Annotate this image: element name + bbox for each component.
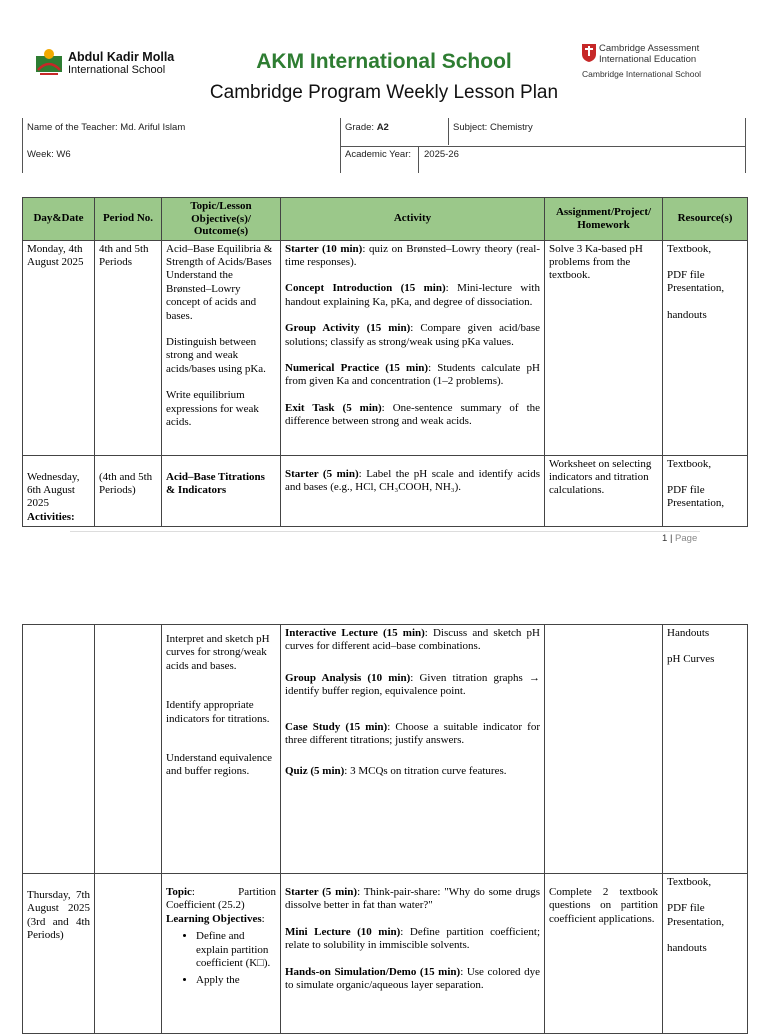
topic-title: Acid–Base Titrations & Indicators xyxy=(166,470,265,496)
objectives-heading: Learning Objectives: xyxy=(166,912,265,925)
activity-item: Concept Introduction (15 min): Mini-lecture with handout explaining Ka, pKa, and degree of dissociation. xyxy=(285,282,540,308)
column-header: Topic/Lesson Objective(s)/ Outcome(s) xyxy=(162,198,281,241)
activity-item: Exit Task (5 min): One-sentence summary of the difference between strong and weak acids. xyxy=(285,401,541,428)
resources-cell xyxy=(663,240,748,455)
info-border xyxy=(22,118,23,173)
cambridge-logo-line1: Cambridge Assessment xyxy=(599,43,700,54)
topic-text: Interpret and sketch pH curves for strong/weak acids and bases. xyxy=(166,633,270,672)
lesson-plan-table xyxy=(22,197,748,527)
period-cell: 4th and 5th Periods xyxy=(95,240,162,455)
teacher-field xyxy=(27,122,185,133)
resources-cell xyxy=(663,455,748,527)
page-separator: | xyxy=(669,533,673,544)
resource-item: Handouts xyxy=(667,627,710,639)
day-date-cell xyxy=(23,455,95,527)
topic-text: Understand equivalence and buffer regions. xyxy=(166,752,272,778)
resource-item: PDF file Presentation, xyxy=(667,483,725,510)
assignment-cell: Worksheet on selecting indicators and titration calculations. xyxy=(545,455,663,527)
resource-item: handouts xyxy=(667,942,707,955)
topic-cell xyxy=(162,874,281,1034)
week-value: W6 xyxy=(56,149,71,160)
table-row xyxy=(23,240,748,455)
table-row xyxy=(23,625,748,874)
list-item: • Apply the xyxy=(196,974,276,987)
teacher-value: Md. Ariful Islam xyxy=(120,122,186,133)
week-field xyxy=(27,149,71,160)
cambridge-logo-line2: International Education xyxy=(599,54,697,65)
day-date-cell xyxy=(23,625,95,874)
activity-item: Mini Lecture (10 min): Define partition coefficient; relate to solubility in immiscible solvents. xyxy=(285,925,540,952)
assignment-cell xyxy=(545,625,663,874)
period-cell xyxy=(95,874,162,1034)
day-date-cell xyxy=(23,874,95,1034)
activity-item: Starter (10 min): quiz on Brønsted–Lowry theory (real-time responses). xyxy=(285,242,540,268)
info-row-divider xyxy=(340,146,746,147)
topic-text: Write equilibrium expressions for weak acids. xyxy=(166,389,259,428)
column-header: Assignment/Project/ Homework xyxy=(545,198,663,241)
page-label: Page xyxy=(675,533,698,544)
period-cell: (4th and 5th Periods) xyxy=(95,455,162,527)
table-header-row xyxy=(23,198,748,241)
resource-item: PDF file Presentation, xyxy=(667,902,725,928)
topic-heading: Topic: Partition Coefficient (25.2) xyxy=(166,886,276,912)
resource-item: Textbook, xyxy=(667,876,712,888)
resource-item: handouts xyxy=(667,308,707,321)
resources-cell xyxy=(663,625,748,874)
topic-cell xyxy=(162,625,281,874)
teacher-label: Name of the Teacher: xyxy=(27,122,118,133)
grade-field xyxy=(345,122,389,133)
topic-text: Distinguish between strong and weak acids/bases using pKa. xyxy=(166,335,266,375)
page-number: 1 xyxy=(662,533,668,544)
column-header: Resource(s) xyxy=(663,198,748,241)
column-header: Activity xyxy=(281,198,545,241)
activity-item: Group Analysis (10 min): Given titration graphs → identify buffer region, equivalence point. xyxy=(285,671,540,698)
activity-cell xyxy=(281,874,545,1034)
activity-item: Interactive Lecture (15 min): Discuss and sketch pH curves for different acid–base combinations. xyxy=(285,627,540,653)
column-header: Period No. xyxy=(95,198,162,241)
grade-label: Grade: xyxy=(345,122,375,133)
activity-item: Case Study (15 min): Choose a suitable indicator for three different titrations; justify answers. xyxy=(285,720,540,747)
week-label: Week: xyxy=(27,149,54,160)
column-header: Day&Date xyxy=(23,198,95,241)
activity-item: Starter (5 min): Think-pair-share: "Why do some drugs dissolve better in fat than water?" xyxy=(285,886,541,912)
table-row xyxy=(23,455,748,527)
topic-text: Acid–Base Equilibria & Strength of Acids/Bases Understand the Brønsted–Lowry concept of acids and bases. xyxy=(166,242,273,322)
activity-item: Group Activity (15 min): Compare given acid/base solutions; classify as strong/weak using pKa values. xyxy=(285,322,540,348)
academic-year-value: 2025-26 xyxy=(424,149,459,160)
lesson-plan-table-continued xyxy=(22,624,748,1034)
info-divider xyxy=(448,118,449,145)
resource-item: PDF file Presentation, xyxy=(667,268,725,295)
cambridge-logo xyxy=(582,42,732,82)
assignment-cell: Complete 2 textbook questions on partition coefficient applications. xyxy=(545,874,663,1034)
activity-item: Quiz (5 min): 3 MCQs on titration curve features. xyxy=(285,765,507,778)
table-row xyxy=(23,874,748,1034)
activity-item: Numerical Practice (15 min): Students calculate pH from given Ka and concentration (1–2 problems). xyxy=(285,361,540,388)
activities-label: Activities: xyxy=(27,510,75,523)
cambridge-shield-icon xyxy=(582,44,596,62)
resources-cell xyxy=(663,874,748,1034)
school-logo-name: Abdul Kadir Molla xyxy=(68,50,175,64)
subject-value: Chemistry xyxy=(489,122,533,133)
activity-cell xyxy=(281,240,545,455)
resource-item: Textbook, xyxy=(667,457,712,470)
assignment-cell: Solve 3 Ka-based pH problems from the textbook. xyxy=(545,240,663,455)
period-cell xyxy=(95,625,162,874)
school-logo-subtitle: International School xyxy=(68,64,166,76)
day-date-text: Thursday, 7th August 2025 (3rd and 4th Periods) xyxy=(27,889,90,942)
topic-cell xyxy=(162,240,281,455)
page-title: Cambridge Program Weekly Lesson Plan xyxy=(209,82,559,103)
resource-item: pH Curves xyxy=(667,653,715,666)
grade-value: A2 xyxy=(376,122,389,133)
academic-year-label: Academic Year: xyxy=(345,149,412,160)
objectives-list xyxy=(166,930,276,988)
activity-cell xyxy=(281,625,545,874)
resource-item: Textbook, xyxy=(667,242,712,255)
page-footer xyxy=(662,533,697,544)
subject-field xyxy=(453,122,533,133)
day-date-text: Wednesday, 6th August 2025 xyxy=(27,470,80,510)
footer-divider xyxy=(70,531,700,532)
activity-item: Hands-on Simulation/Demo (15 min): Use colored dye to simulate organic/aqueous layer separation. xyxy=(285,965,540,992)
day-date-cell: Monday, 4th August 2025 xyxy=(23,240,95,455)
activity-cell xyxy=(281,455,545,527)
activity-item: Starter (5 min): Label the pH scale and identify acids and bases (e.g., HCl, CH₃COOH, NH₃). xyxy=(285,467,540,493)
list-item: • Define and explain partition coefficient (K□). xyxy=(196,930,276,970)
topic-text: Identify appropriate indicators for titrations. xyxy=(166,699,270,725)
subject-label: Subject: xyxy=(453,122,488,133)
info-divider xyxy=(418,146,419,173)
topic-cell xyxy=(162,455,281,527)
school-name: AKM International School xyxy=(256,50,512,73)
cambridge-logo-line3: Cambridge International School xyxy=(582,69,702,79)
